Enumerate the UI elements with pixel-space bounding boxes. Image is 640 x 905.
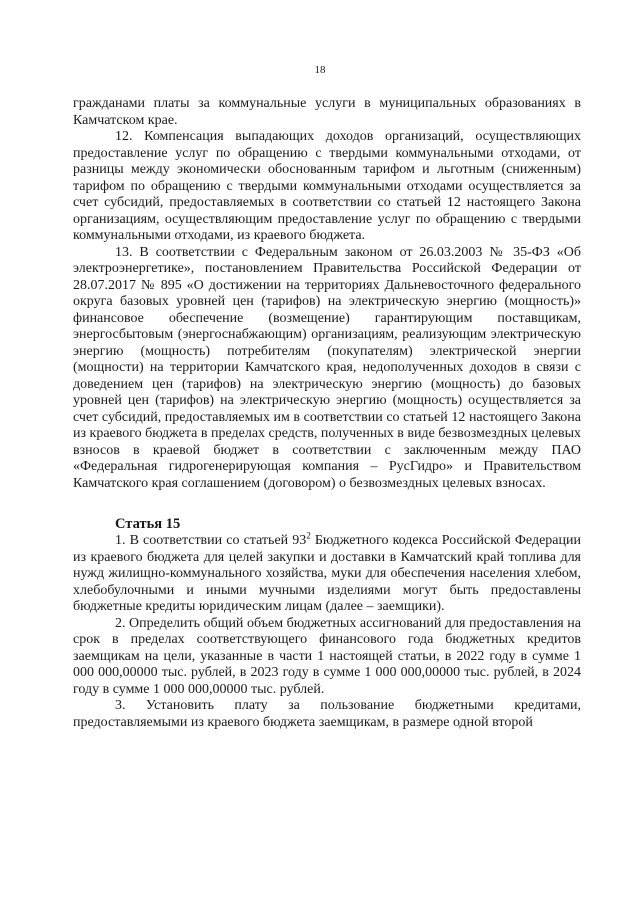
page-number: 18 (314, 64, 326, 76)
article-heading: Статья 15 (115, 516, 181, 532)
document-body (73, 96, 581, 731)
paragraph-item-13: 13. В соответствии с Федеральным законом от 26.03.2003 № 35-ФЗ «Об электроэнергетике», постановлением Правительства Российской Федерации от 28.07.2017 № 895 «О достижении на территориях Дальневосточного федерального округа базовых уровней цен (тарифов) на электрическую энергию (мощность)» финансовое обеспечение (возмещение) гарантирующим поставщикам, энергосбытовым (энергоснабжающим) организациям, реализующим электрическую энергию (мощность) потребителям (покупателям) электрической энергии (мощности) на территории Камчатского края, недополученных доходов в связи с доведением цен (тарифов) на электрическую энергию (мощность) до базовых уровней цен (тарифов) на электрическую энергию (мощность) осуществляется за счет субсидий, предоставляемых им в соответствии со статьей 12 настоящего Закона из краевого бюджета в пределах средств, полученных в виде безвозмездных целевых взносов в краевой бюджет в соответствии с заключенным между ПАО «Федеральная гидрогенерирующая компания – РусГидро» и Правительством Камчатского края соглашением (договором) о безвозмездных целевых взносах. (73, 244, 581, 491)
article-paragraph-1 (73, 530, 581, 616)
paragraph-continuation: гражданами платы за коммунальные услуги в муниципальных образованиях в Камчатском крае. (73, 96, 581, 128)
article-paragraph-1-rest: Бюджетного кодекса Российской Федерации из краевого бюджета для целей закупки и доставки в Камчатский край топлива для нужд жилищно-коммунального хозяйства, муки для обеспечения населения хлебом, хлебобулочными и иными мучными изделиями могут быть предоставлены бюджетные кредиты юридическим лицам (далее – заемщики). (73, 533, 581, 614)
paragraph-item-12: 12. Компенсация выпадающих доходов организаций, осуществляющих предоставление услуг по обращению с твердыми коммунальными отходами, от разницы между экономически обоснованным тарифом и льготным (сниженным) тарифом по обращению с твердыми коммунальными отходами осуществляется за счет субсидий, предоставляемых в соответствии со статьей 12 настоящего Закона организациям, осуществляющим предоставление услуг по обращению с твердыми коммунальными отходами, из краевого бюджета. (73, 129, 581, 243)
article-paragraph-1-start: 1. В соответствии со статьей 93 (115, 533, 307, 548)
article-paragraph-2: 2. Определить общий объем бюджетных ассигнований для предоставления на срок в пределах соответствующего финансового года бюджетных кредитов заемщикам на цели, указанные в части 1 настоящей статьи, в 2022 году в сумме 1 000 000,00000 тыс. рублей, в 2023 году в сумме 1 000 000,00000 тыс. рублей, в 2024 году в сумме 1 000 000,00000 тыс. рублей. (73, 615, 581, 697)
article-superscript: 2 (306, 530, 311, 541)
article-paragraph-3: 3. Установить плату за пользование бюджетными кредитами, предоставляемыми из краевого бюджета заемщикам, в размере одной второй (73, 698, 581, 730)
